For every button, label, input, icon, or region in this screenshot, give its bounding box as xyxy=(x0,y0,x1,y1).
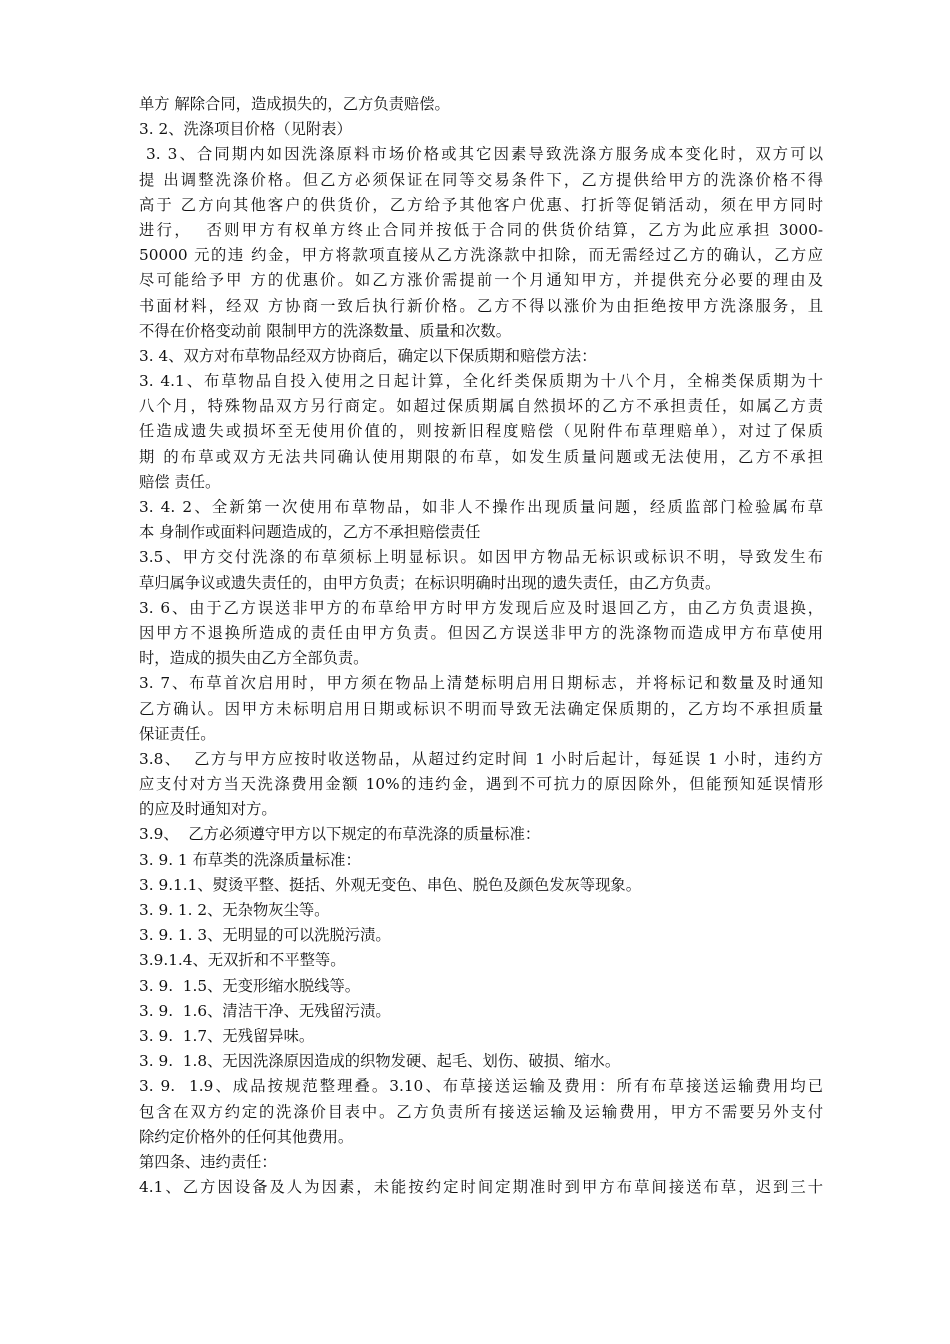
text-line: 3.5、甲方交付洗涤的布草须标上明显标识。如因甲方物品无标识或标识不明，导致发生布 xyxy=(139,548,823,567)
text-line: 3.9.1.4、无双折和不平整等。 xyxy=(139,951,346,970)
text-line: 应支付对方当天洗涤费用金额 10%的违约金，遇到不可抗力的原因除外，但能预知延误情形 xyxy=(139,775,823,794)
text-line: 4.1、乙方因设备及人为因素，未能按约定时间定期准时到甲方布草间接送布草，迟到三十 xyxy=(139,1178,823,1197)
text-line: 单方 解除合同，造成损失的，乙方负责赔偿。 xyxy=(139,95,450,113)
text-line: 的应及时通知对方。 xyxy=(139,800,277,819)
text-line: 书面材料，经双 方协商一致后执行新价格。乙方不得以涨价为由拒绝按甲方洗涤服务，且 xyxy=(139,296,823,315)
text-line: 赔偿 责任。 xyxy=(139,472,221,491)
text-line: 除约定价格外的任何其他费用。 xyxy=(139,1127,354,1146)
text-line: 乙方确认。因甲方未标明启用日期或标识不明而导致无法确定保质期的，乙方均不承担质量 xyxy=(139,699,823,718)
text-line: 第四条、违约责任： xyxy=(139,1152,277,1171)
text-line: 本 身制作或面料问题造成的，乙方不承担赔偿责任 xyxy=(139,523,481,542)
text-line: 3. 7、布草首次启用时，甲方须在物品上清楚标明启用日期标志，并将标记和数量及时通知 xyxy=(139,674,823,693)
text-line: 3.9、 乙方必须遵守甲方以下规定的布草洗涤的质量标准： xyxy=(139,825,541,844)
text-line: 3.8、 乙方与甲方应按时收送物品，从超过约定时间 1 小时后起计，每延误 1 小时，违约方 xyxy=(139,749,823,768)
text-line: 3. 9. 1.7、无残留异味。 xyxy=(139,1026,315,1045)
text-line: 进行， 否则甲方有权单方终止合同并按低于合同的供货价结算，乙方为此应承担 3000- xyxy=(139,220,823,239)
text-line: 尽可能给予甲 方的优惠价。如乙方涨价需提前一个月通知甲方，并提供充分必要的理由及 xyxy=(139,271,823,290)
text-line: 3. 2、洗涤项目价格（见附表） xyxy=(139,120,352,139)
text-line: 50000 元的违 约金，甲方将款项直接从乙方洗涤款中扣除，而无需经过乙方的确认，乙方应 xyxy=(139,246,823,265)
text-line: 提 出调整洗涤价格。但乙方必须保证在同等交易条件下，乙方提供给甲方的洗涤价格不得 xyxy=(139,170,823,189)
text-line: 3. 6、由于乙方误送非甲方的布草给甲方时甲方发现后应及时退回乙方，由乙方负责退换， xyxy=(139,598,823,617)
text-line: 3. 4.1、布草物品自投入使用之日起计算，全化纤类保质期为十八个月，全棉类保质期为十 xyxy=(139,372,823,391)
text-line: 高于 乙方向其他客户的供货价，乙方给予其他客户优惠、打折等促销活动，须在甲方同时 xyxy=(139,195,823,214)
text-line: 任造成遗失或损坏至无使用价值的，则按新旧程度赔偿（见附件布草理赔单），对过了保质 xyxy=(139,422,823,441)
text-line: 3. 9. 1.5、无变形缩水脱线等。 xyxy=(139,976,361,995)
text-line: 包含在双方约定的洗涤价目表中。乙方负责所有接送运输及运输费用，甲方不需要另外支付 xyxy=(139,1102,823,1121)
text-line: 不得在价格变动前 限制甲方的洗涤数量、质量和次数。 xyxy=(139,321,511,340)
text-line: 期 的布草或双方无法共同确认使用期限的布草，如发生质量问题或无法使用，乙方不承担 xyxy=(139,447,823,466)
text-line: 3. 4、双方对布草物品经双方协商后，确定以下保质期和赔偿方法： xyxy=(139,346,597,365)
text-line: 3. 9. 1. 3、无明显的可以洗脱污渍。 xyxy=(139,926,391,945)
text-line: 3. 9.1.1、熨烫平整、挺括、外观无变色、串色、脱色及颜色发灰等现象。 xyxy=(139,875,641,894)
text-line: 八个月，特殊物品双方另行商定。如超过保质期属自然损坏的乙方不承担责任，如属乙方责 xyxy=(139,397,823,416)
text-line: 保证责任。 xyxy=(139,724,216,743)
text-line: 因甲方不退换所造成的责任由甲方负责。但因乙方误送非甲方的洗涤物而造成甲方布草使用 xyxy=(139,623,823,642)
text-line: 3. 9. 1.8、无因洗涤原因造成的织物发硬、起毛、划伤、破损、缩水。 xyxy=(139,1052,621,1071)
text-line: 3. 3、合同期内如因洗涤原料市场价格或其它因素导致洗涤方服务成本变化时，双方可以 xyxy=(139,145,823,164)
text-line: 草归属争议或遗失责任的，由甲方负责；在标识明确时出现的遗失责任，由乙方负责。 xyxy=(139,573,721,592)
text-line: 3. 9. 1.6、清洁干净、无残留污渍。 xyxy=(139,1001,391,1020)
document-body xyxy=(139,92,823,1200)
text-line: 3. 9. 1. 2、无杂物灰尘等。 xyxy=(139,901,330,919)
text-line: 3. 9. 1 布草类的洗涤质量标准： xyxy=(139,850,361,869)
text-line: 3. 4. 2、全新第一次使用布草物品，如非人不操作出现质量问题，经质监部门检验属布草 xyxy=(139,498,823,516)
text-line: 时，造成的损失由乙方全部负责。 xyxy=(139,649,369,668)
text-line: 3. 9. 1.9、成品按规范整理叠。3.10、布草接送运输及费用：所有布草接送运输费用均已 xyxy=(139,1077,823,1096)
